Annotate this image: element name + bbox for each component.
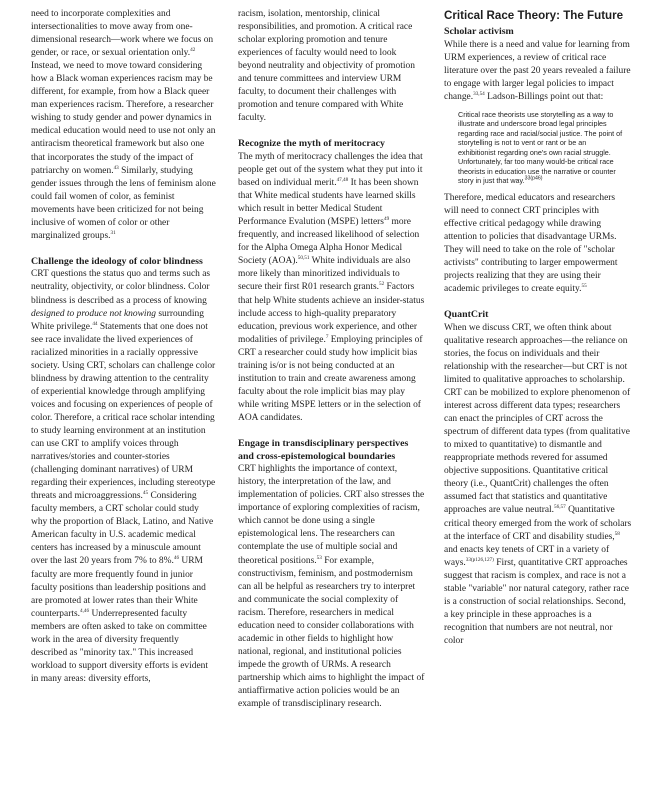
emphasis-text: designed to produce not knowing (31, 308, 156, 319)
citation: 50,51 (297, 255, 310, 262)
section-heading-color-blindness: Challenge the ideology of color blindness (31, 255, 203, 267)
paragraph-transdisciplinary: CRT highlights the importance of context, history, the interpretation of the law, and implementation of policies. CRT also stresses the importance of exploring complexities of racism, which cannot be done using a single epistemological lens. The researchers can contemplate the use of multiple social and theoretical positions.$^{53}$ For example, constructivism, feminism, and postmodernism can all be helpful as researchers try to interpret and communicate the social complexity of racism. Therefore, researchers in medical education need to consider collaborations with academic in other fields to highlight how national, regional, and institutional policies impede the growth of URMs. A research partnership which aims to highlight the impact of antiaffirmative action policies would be an example of transdisciplinary research. (238, 464, 425, 710)
citation: 55 (581, 283, 587, 290)
column-middle (238, 8, 426, 711)
citation: 4,46 (80, 607, 90, 614)
paragraph-scholar-activism: While there is a need and value for learning from URM experiences, a review of critical race literature over the past 20 years revealed a failure to engage with larger legal policies to impact change.$^{33,54}$ Ladson-Billings point out that: (444, 39, 631, 102)
citation: 52 (378, 281, 385, 288)
citation: 47,48 (336, 176, 349, 183)
citation: 33(p46) (524, 175, 543, 182)
citation: 58 (614, 530, 620, 537)
citation: 45 (142, 490, 149, 497)
citation: 33(p126,127) (465, 556, 494, 563)
section-heading-quantcrit: QuantCrit (444, 309, 489, 321)
citation: 53 (316, 554, 322, 561)
paragraph-intersectionality: need to incorporate complexities and intersectionalities to move away from one-dimensional research—work where we focus on gender, or race, or sexual orientation only.$^{42}$ Instead, we need to move toward considering how a Black woman experiences racism may be different, for example, from how a Black queer man experiences racism. Therefore, a researcher wishing to study gender and power dynamics in medical education would need to use not only an antiracism theoretical framework but also one that incorporates the study of the impact of patriarchy on women.$^{43}$ Similarly, studying gender issues through the lens of feminism alone could fail women of color, as feminist movements have been criticized for not being inclusive of women of color or other marginalized groups.$^{31}$ (31, 9, 216, 241)
paragraph-critical-pedagogy: Therefore, medical educators and researchers will need to connect CRT principles with effective critical pedagogy while drawing attention to policies that disadvantage URMs. They will need to take on the role of "scholar activists" contributing to larger empowerment projects realizing that they are using their academic privileges to create equity.$^{55}$ (444, 192, 618, 295)
block-quote: Critical race theorists use storytelling as a way to illustrate and underscore broad legal principles regarding race and racial/social justice. The point of storytelling is not to vent or rant or be an exhibitionist regarding one's own racial struggle. Unfortunately, far too many would-be critical race theorists in education use the narrative or counter story in just that way.$^{33(p46)}$ (458, 109, 623, 186)
citation: 7 (325, 333, 329, 340)
paragraph-color-blindness: CRT questions the status quo and terms such as neutrality, objectivity, or color blindness. Color blindness is described as a process of knowing designed to produce not knowing surrounding White privilege.$^{44}$ Statements that one does not see race invalidate the lived experiences of racialized minorities in a racially oppressive society. Using CRT, scholars can challenge color blindness by drawing attention to the centrality of experiential knowledge through amplifying voices and focusing on experiences of people of color. Therefore, a critical race scholar intending to study learning environment at an institution can use CRT to amplify voices through narratives/stories and counter-stories (challenging dominant narratives) of URM regarding their experiences, including stereotype threats and microaggressions.$^{45}$ Considering faculty members, a CRT scholar could study why the proportion of Black, Latino, and Native American faculty in U.S. academic medical centers has increased by a minuscule amount over the last 20 years from 7% to 8%.$^{46}$ URM faculty are more frequently found in junior faculty positions than leadership positions and are promoted at lower rates than their White counterparts.$^{4,46}$ Underrepresented faculty members are often asked to take on committee work in the area of diversity frequently described as "minority tax." This increased workload to support diversity efforts is evident in many areas: diversity efforts, (31, 269, 216, 684)
citation: 33,54 (473, 90, 485, 97)
paragraph-quantcrit: When we discuss CRT, we often think about qualitative research approaches—the reliance on stories, the focus on individuals and their relationship with the researcher—but CRT is not limited to qualitative approaches to scholarship. CRT can be mobilized to explore phenomenon of interest across different data types; researchers can enact the principles of CRT across the spectrum of different data types (from qualitative to mixed to quantitative) to dismantle and reappropriate methods revered for assumed objective suppositions. Quantitative critical theory (i.e., QuantCrit) challenges the often assumed fact that statistics and quantitative approaches are value neutral.$^{56,57}$ Quantitative critical theory emerged from the work of scholars at the interface of CRT and disability studies,$^{58}$ and enacts key tenets of CRT in a variety of ways.$^{33(p126,127)}$ First, quantitative CRT approaches suggest that racism is complex, and race is not a stable "variable" nor natural category, rather race is a construction of social relationships. Second, a key principle in these approaches is a recognition that numbers are not neutral, nor color (444, 322, 632, 646)
section-heading-meritocracy: Recognize the myth of meritocracy (238, 138, 385, 150)
citation: 56,57 (554, 504, 566, 511)
citation: 43 (113, 164, 119, 171)
section-heading-transdisciplinary: Engage in transdisciplinary perspectives and cross-epistemological boundaries (238, 438, 409, 462)
column-left (31, 8, 217, 686)
section-heading-scholar-activism: Scholar activism (444, 26, 514, 37)
citation: 44 (92, 320, 98, 327)
citation: 49 (383, 216, 390, 223)
citation: 46 (173, 555, 180, 562)
citation: 42 (190, 47, 196, 53)
paragraph-promotion-tenure: racism, isolation, mentorship, clinical responsibilities, and promotion. A critical race scholar exploring promotion and tenure experiences of faculty would need to look beyond neutrality and objectivity of promotion and tenure committees and interview URM faculty, to document their challenges with promotion and tenure compared with White faculty. (238, 9, 415, 124)
citation: 31 (110, 229, 116, 236)
column-right (444, 8, 632, 648)
section-title: Critical Race Theory: The Future (444, 9, 624, 22)
paragraph-meritocracy: The myth of meritocracy challenges the idea that people get out of the system what they put into it based on individual merit.$^{47,48}$ It has been shown that White medical students have learned skills which result in better Medical Student Performance Evalution (MSPE) letters$^{49}$ more frequently, and increased likelihood of selection for the Alpha Omega Alpha Honor Medical Society (AOA).$^{50,51}$ White individuals are also more likely than minoritized individuals to secure their first R01 research grants.$^{52}$ Factors that help White students achieve an insider-status include access to high-quality preparatory education, previous work experience, and other modalities of privilege.$^7$ Employing principles of CRT a researcher could study how implicit bias training is/or is not being conducted at an institution to train and create awareness among faculty about the role implicit bias may play while writing MSPE letters or in the selection of AOA candidates. (238, 152, 425, 423)
